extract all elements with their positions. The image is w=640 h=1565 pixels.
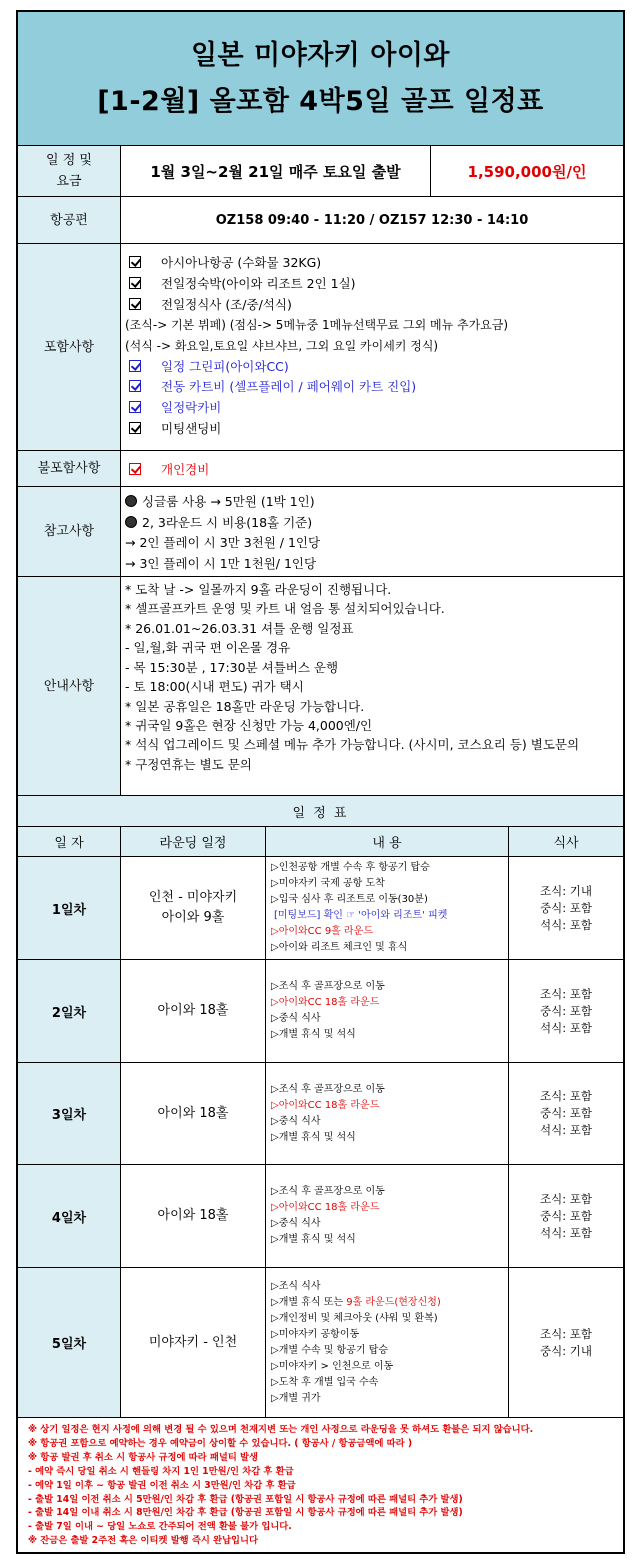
guide-label: 안내사항 [18,577,121,795]
meal-text: 조식: 포함 [540,986,592,1001]
meal-cell [509,1165,623,1267]
notes-section [18,1418,623,1552]
flight-value: OZ158 09:40 - 11:20 / OZ157 12:30 - 14:10 [215,212,529,228]
meal-text: 석식: 포함 [540,1020,592,1035]
header-round: 라운딩 일정 [121,827,266,856]
content-item: ▷아이와CC 18홀 라운드 [271,1099,380,1111]
content-item: ▷개별 휴식 및 석식 [271,1029,356,1040]
guide-line: * 26.01.01~26.03.31 셔틀 운행 일정표 [125,620,354,636]
included-item-text: 일정 그린피(아이와CC) [161,358,289,374]
header-meal: 식사 [553,836,579,851]
content-item: ▷아이와CC 18홀 라운드 [271,1202,380,1213]
meal-text: 조식: 기내 [540,883,592,898]
excluded-label: 불포함사항 [18,451,121,486]
meal-text: 중식: 포함 [540,1208,592,1223]
note-line: - 예약 즉시 당일 취소 시 핸들링 차지 1인 1만원/인 차감 후 환급 [28,1465,294,1477]
checkbox-icon [129,298,141,310]
meal-cell [509,1063,623,1164]
guide-line: * 도착 날 -> 일몰까지 9홀 라운딩이 진행됩니다. [125,581,392,597]
included-item-text: 전동 카트비 (셀프플레이 / 페어웨이 카트 진입) [161,379,417,395]
meal-cell [509,857,623,959]
included-item [125,252,619,273]
meal-cell [509,960,623,1062]
meal-text: 중식: 포함 [540,900,592,915]
reference-text: 싱글룸 사용 → 5만원 (1박 1인) [142,494,315,510]
meal-text: 석식: 포함 [540,1123,592,1137]
content-item: ▷조식 후 골프장으로 이동 [271,981,385,992]
reference-list [121,487,623,576]
guide-line: * 구정연휴는 별도 문의 [125,757,252,773]
bullet-icon [125,516,137,528]
schedule-header [18,827,623,857]
content-item: ▷중식 식사 [271,1013,321,1024]
title-header [18,12,623,146]
content-cell [266,1268,509,1417]
round-cell [121,857,266,959]
dates-price-row [18,146,623,197]
checkbox-icon [129,401,141,413]
content-item: ▷개별 수속 및 항공기 탑승 [271,1344,389,1356]
included-item-text: 전일정식사 (조/중/석식) [161,296,292,312]
content-item: ▷미야자키 국제 공항 도착 [271,878,385,889]
schedule-row-day-5 [18,1268,623,1418]
content-item: ▷아이와CC 9홀 라운드 [271,926,373,937]
reference-label: 참고사항 [18,487,121,576]
bullet-icon [125,495,137,507]
header-day: 일 자 [18,827,121,856]
schedule-title: 일 정 표 [18,796,623,827]
excluded-row [18,451,623,487]
note-line: ※ 항공권 포함으로 예약하는 경우 예약금이 상이할 수 있습니다. ( 항공사 / 항공금액에 따라 ) [28,1437,413,1449]
content-item [271,1295,441,1311]
day-label: 1일차 [18,857,121,959]
note-line: - 출발 14일 이내 취소 시 8만원/인 차감 후 환급 (항공권 포함일 시 항공사 규정에 따른 패널티 추가 발생) [28,1507,463,1519]
included-item [125,273,619,294]
day-label: 3일차 [18,1063,121,1164]
content-item: ▷중식 식사 [271,1115,321,1127]
content-item: ▷조식 식사 [271,1280,321,1292]
note-line: ※ 잔금은 출발 2주전 혹은 이티켓 발행 즉시 완납입니다 [28,1535,258,1547]
dates-label [18,146,121,196]
price: 1,590,000원/인 [467,162,587,181]
content-item: ▷아이와 리조트 체크인 및 휴식 [271,942,408,953]
reference-item [125,512,619,533]
content-item: ▷미야자키 공항이동 [271,1328,360,1340]
included-list [121,244,623,450]
included-item [125,355,619,376]
round-text: 아이와 18홀 [157,1208,229,1223]
schedule-row-day-2 [18,960,623,1063]
checkbox-icon [129,380,141,392]
checkbox-icon [129,422,141,434]
guide-line: - 토 18:00(시내 편도) 귀가 택시 [125,679,304,695]
day-label: 5일차 [18,1268,121,1417]
round-text: 아이와 9홀 [161,910,225,925]
itinerary-sheet [16,10,625,1554]
included-note: (석식 -> 화요일,토요일 샤브샤브, 그외 요일 카이세키 정식) [125,338,439,353]
checkbox-icon [129,277,141,289]
reference-text: 2, 3라운드 시 비용(18홀 기준) [142,514,313,530]
checkbox-icon [129,463,141,475]
guide-list [121,577,623,795]
guide-line: * 석식 업그레이드 및 스페셜 메뉴 추가 가능합니다. (사시미, 코스요리 등) 별도문의 [125,737,580,752]
round-text: 미야자키 - 인천 [148,1334,238,1350]
round-cell [121,960,266,1062]
included-item [125,418,619,439]
content-item: ▷도착 후 개별 입국 수속 [271,1376,379,1388]
guide-line: * 셀프골프카트 운영 및 카트 내 얼음 통 설치되어있습니다. [125,601,445,617]
note-line: ※ 상기 일정은 현지 사정에 의해 변경 될 수 있으며 천재지변 또는 개인 사정으로 라운딩을 못 하셔도 환불은 되지 않습니다. [28,1424,534,1435]
content-cell [266,960,509,1062]
meal-text: 조식: 포함 [540,1191,592,1206]
excluded-list [121,451,623,486]
header-content: 내 용 [266,827,509,856]
round-cell [121,1165,266,1267]
meal-text: 조식: 포함 [540,1326,592,1341]
dates-label-line-2: 요금 [56,174,82,189]
content-item: ▷인천공항 개별 수속 후 항공기 탑승 [271,862,430,873]
note-line: - 예약 1일 이후 ~ 항공 발권 이전 취소 시 3만원/인 차감 후 환급 [28,1479,296,1491]
content-cell [266,857,509,959]
checkbox-icon [129,256,141,268]
included-item [125,397,619,418]
content-item: ▷미야자키 > 인천으로 이동 [271,1360,394,1372]
flight-label: 항공편 [18,197,121,243]
included-item [125,293,619,314]
title-line-1: 일본 미야자키 아이와 [190,39,451,71]
meal-text: 중식: 기내 [540,1343,592,1358]
checkbox-icon [129,360,141,372]
round-text: 아이와 18홀 [157,1105,229,1121]
included-item [125,376,619,397]
content-item: ▷조식 후 골프장으로 이동 [271,1083,385,1095]
guide-line: - 일,월,화 귀국 편 이온몰 경유 [125,640,291,656]
content-item: ▷개인정비 및 체크아웃 (샤워 및 환복) [271,1312,438,1324]
content-item: [미팅보드] 확인 ☞ '아이와 리조트' 피켓 [274,910,448,921]
meal-cell [509,1268,623,1417]
included-item-text: 미팅샌딩비 [161,420,222,436]
reference-item [125,491,619,512]
content-item: ▷아이와CC 18홀 라운드 [271,997,380,1008]
guide-line: - 목 15:30분 , 17:30분 셔틀버스 운행 [125,659,339,675]
content-cell [266,1165,509,1267]
guide-row [18,577,623,796]
content-item: ▷조식 후 골프장으로 이동 [271,1186,385,1197]
meal-text: 중식: 포함 [540,1106,592,1120]
note-line: - 출발 7일 이내 ~ 당일 노쇼로 간주되어 전액 환불 불가 입니다. [28,1521,292,1533]
reference-row [18,487,623,577]
round-text: 아이와 18홀 [157,1003,229,1018]
included-item-text: 아시아나항공 (수화물 32KG) [161,255,322,271]
title-line-2: [1-2월] 올포함 4박5일 골프 일정표 [97,85,544,117]
content-item: ▷개별 휴식 및 석식 [271,1131,356,1143]
note-line: ※ 항공 발권 후 취소 시 항공사 규정에 따라 패널티 발생 [28,1451,259,1463]
reference-item: → 2인 플레이 시 3만 3천원 / 1인당 [125,535,321,551]
departure-dates: 1월 3일~2월 21일 매주 토요일 출발 [121,146,431,196]
content-item-highlight: 9홀 라운드(현장신청) [346,1296,441,1308]
meal-text: 석식: 포함 [540,917,592,932]
included-item-text: 일정락카비 [161,400,222,416]
included-item-text: 전일정숙박(아이와 리조트 2인 1실) [161,276,356,292]
round-text: 인천 - 미야자키 [148,890,238,905]
content-item: ▷개별 귀가 [271,1392,321,1404]
meal-text: 석식: 포함 [540,1225,592,1240]
content-cell [266,1063,509,1164]
meal-text: 조식: 포함 [540,1089,592,1103]
guide-line: * 일본 공휴일은 18홀만 라운딩 가능합니다. [125,698,365,714]
content-item: ▷입국 심사 후 리조트로 이동(30분) [271,894,428,905]
schedule-row-day-4 [18,1165,623,1268]
content-item: ▷중식 식사 [271,1218,321,1229]
content-item: ▷개별 휴식 및 석식 [271,1234,356,1245]
round-cell [121,1268,266,1417]
guide-line: * 귀국일 9홀은 현장 신청만 가능 4,000엔/인 [125,718,373,734]
day-label: 2일차 [18,960,121,1062]
schedule-row-day-1 [18,857,623,960]
round-cell [121,1063,266,1164]
meal-text: 중식: 포함 [540,1003,592,1018]
included-label: 포함사항 [18,244,121,450]
schedule-row-day-3 [18,1063,623,1165]
note-line: - 출발 14일 이전 취소 시 5만원/인 차감 후 환급 (항공권 포함일 시 항공사 규정에 따른 패널티 추가 발생) [28,1493,463,1505]
day-label: 4일차 [18,1165,121,1267]
dates-label-line-1: 일 정 및 [46,153,92,168]
reference-item: → 3인 플레이 시 1만 1천원/ 1인당 [125,555,317,571]
excluded-item-text: 개인경비 [161,461,210,477]
included-row [18,244,623,451]
flight-row [18,197,623,244]
included-note: (조식-> 기본 뷔페) (점심-> 5메뉴중 1메뉴선택무료 그외 메뉴 추가요금) [125,317,509,332]
content-item-text: ▷개별 휴식 또는 [271,1296,347,1308]
